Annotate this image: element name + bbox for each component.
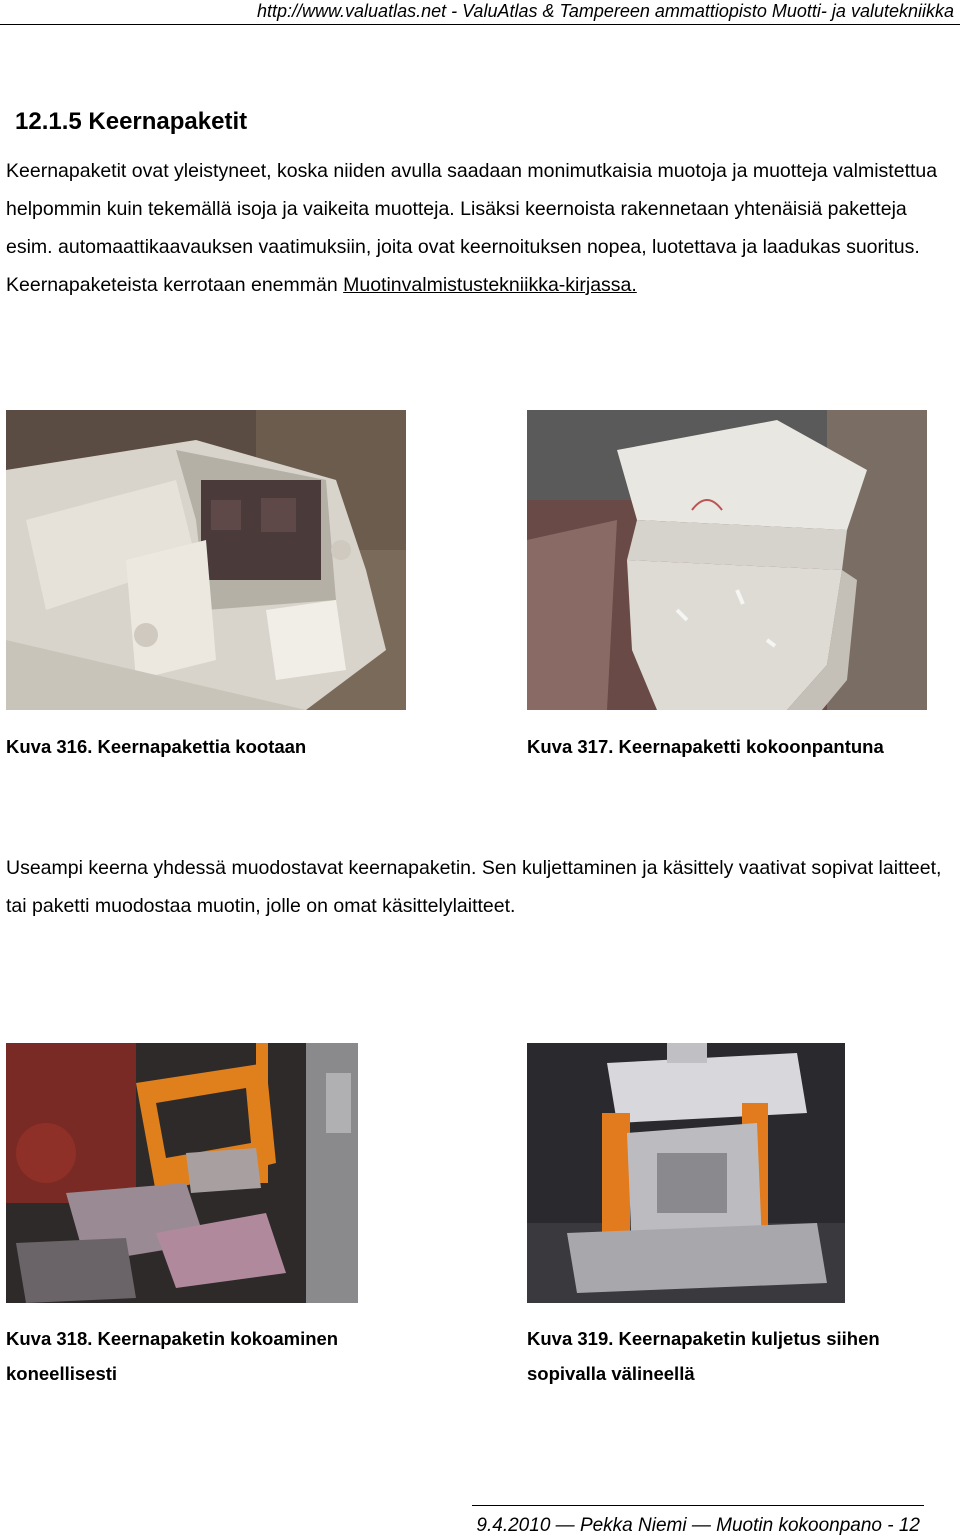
- header-divider: [0, 24, 960, 25]
- photo-assembled-core-package: [527, 410, 927, 710]
- page-header: http://www.valuatlas.net - ValuAtlas & Tampereen ammattiopisto Muotti- ja valutekniikka: [257, 1, 954, 21]
- photo-robotic-core-assembly: [6, 1043, 358, 1303]
- page-footer: 9.4.2010 — Pekka Niemi — Muotin kokoonpano - 12: [476, 1515, 920, 1536]
- figure-caption-317: Kuva 317. Keernapaketti kokoonpantuna: [527, 736, 884, 757]
- photo-core-package-assembly: [6, 410, 406, 710]
- book-link[interactable]: Muotinvalmistustekniikka-kirjassa.: [343, 274, 637, 296]
- figure-caption-316: Kuva 316. Keernapakettia kootaan: [6, 736, 307, 757]
- figure-caption-318: Kuva 318. Keernapaketin kokoaminen koneellisesti: [6, 1328, 339, 1384]
- footer-divider: [472, 1505, 924, 1506]
- section-title: 12.1.5 Keernapaketit: [15, 108, 248, 135]
- body-paragraph: Useampi keerna yhdessä muodostavat keernapaketin. Sen kuljettaminen ja käsittely vaativat sopivat laitteet, tai paketti muodostaa muotin, jolle on omat käsittelylaitteet.: [6, 857, 942, 917]
- intro-paragraph: [6, 152, 954, 304]
- photo-core-package-transport: [527, 1043, 845, 1303]
- figure-caption-319: Kuva 319. Keernapaketin kuljetus siihen sopivalla välineellä: [527, 1328, 880, 1384]
- intro-text: Keernapaketit ovat yleistyneet, koska niiden avulla saadaan monimutkaisia muotoja ja muotteja valmistettua helpommin kuin tekemällä isoja ja vaikeita muotteja. Lisäksi keernoista rakennetaan yhtenäisiä paketteja esim. automaattikaavauksen vaatimuksiin, joita ovat keernoituksen nopea, luotettava ja laadukas suoritus. Keernapaketeista kerrotaan enemmän: [6, 160, 938, 296]
